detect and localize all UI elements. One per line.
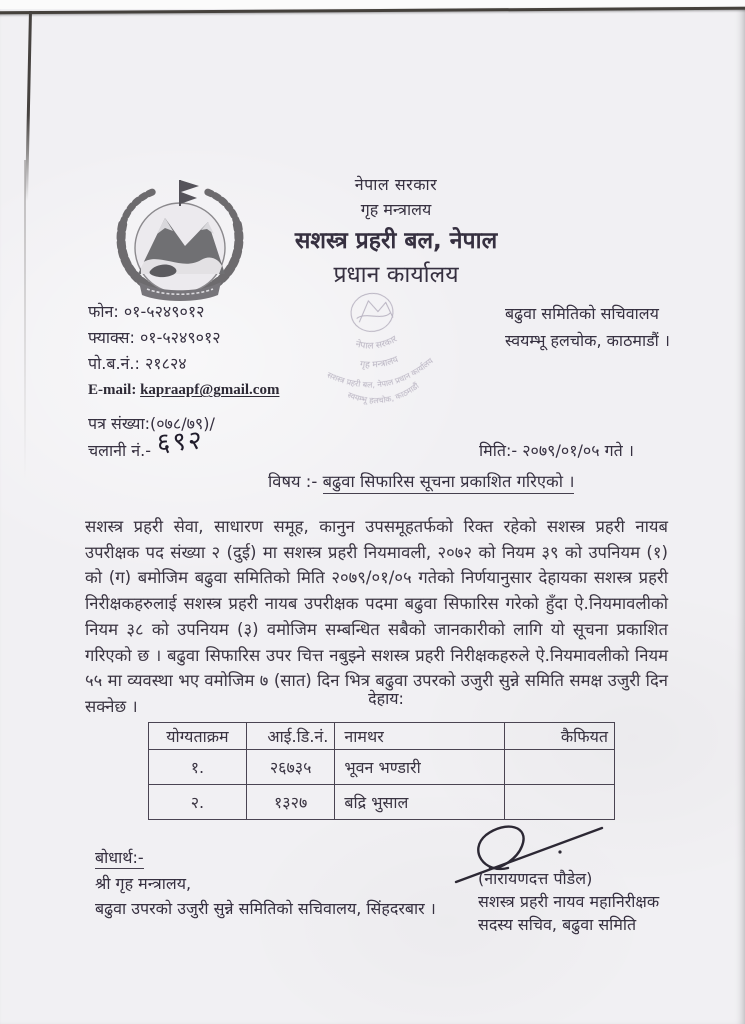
letter-body: सशस्त्र प्रहरी सेवा, साधारण समूह, कानुन उपसमूहतर्फको रिक्त रहेको सशस्त्र प्रहरी नायब उपरीक्षक पद संख्या २ (दुई) मा सशस्त्र प्रहरी नियमावली, २०७२ को नियम ३९ को उपनियम (१) को (ग) बमोजिम बढुवा समितिको मिति २०७९/०१/०५ गतेको निर्णयानुसार देहायका सशस्त्र प्रहरी निरीक्षकहरुलाई सशस्त्र प्रहरी नायब उपरीक्षक पदमा बढुवा सिफारिस गरेको हुँदा ऐ.नियमावलीको नियम ३८ को उपनियम (३) वमोजिम सम्बन्धित सबैको जानकारीको लागि यो सूचना प्रकाशित गरिएको छ । बढुवा सिफारिस उपर चित्त नबुझ्ने सशस्त्र प्रहरी निरीक्षकहरुले ऐ.नियमावलीको नियम ५५ मा व्यवस्था भए वमोजिम ७ (सात) दिन भित्र बढुवा उपरको उजुरी सुन्ने समिति समक्ष उजुरी दिन सक्नेछ । <box>85 517 668 716</box>
table-row <box>149 785 615 820</box>
secretariat-address <box>505 300 670 354</box>
letterhead <box>258 176 534 289</box>
table-header-row <box>149 723 615 750</box>
secretariat-line2: स्वयम्भू हलचोक, काठमाडौं । <box>505 331 670 350</box>
office-name: प्रधान कार्यालय <box>333 262 459 289</box>
table-caption: देहाय: <box>368 689 404 708</box>
cc-line1: श्री गृह मन्त्रालय, <box>95 873 192 893</box>
contact-block <box>88 299 279 403</box>
dispatch-number-label: चलानी नं.- <box>88 441 152 460</box>
government-name: नेपाल सरकार <box>354 175 438 194</box>
email-line <box>88 377 279 403</box>
scan-edge-left-faint <box>24 160 26 480</box>
stamp-line-4: स्वयम्भू हलचोक, काठमाडौं <box>346 381 421 406</box>
cc-label: बोधार्थ:- <box>95 848 144 867</box>
subject-label: विषय :- <box>268 472 323 491</box>
table-row <box>149 750 615 785</box>
signatory-block <box>478 867 659 936</box>
header-remarks: कैफियत <box>505 723 615 750</box>
stamp-line-3: सशस्त्र प्रहरी बल, नेपाल प्रधान कार्यालय <box>325 356 435 390</box>
signatory-role: सदस्य सचिव, बढुवा समिति <box>478 915 637 934</box>
cell-rank: २. <box>149 785 247 820</box>
subject-line <box>268 469 574 492</box>
cc-block <box>95 845 436 922</box>
nepal-government-emblem-icon <box>95 176 265 302</box>
cell-id-number: १३२७ <box>246 785 335 820</box>
stamp-line-1: नेपाल सरकार <box>354 334 399 352</box>
cell-remarks <box>505 785 615 820</box>
signatory-name: (नारायणदत्त पौडेल) <box>478 869 593 888</box>
secretariat-line1: बढुवा समितिको सचिवालय <box>505 304 659 323</box>
email-label: E-mail: <box>88 382 137 398</box>
header-rank: योग्यताक्रम <box>149 723 247 750</box>
cell-name: बद्रि भुसाल <box>335 785 505 820</box>
office-round-stamp <box>289 276 467 435</box>
signatory-title: सशस्त्र प्रहरी नायव महानिरीक्षक <box>478 892 660 911</box>
header-id-number: आई.डि.नं. <box>246 723 335 750</box>
cell-rank: १. <box>149 750 247 785</box>
svg-text:गृह मन्त्रालय <box>358 354 401 373</box>
cc-line2: बढुवा उपरको उजुरी सुन्ने समितिको सचिवालय, सिंहदरबार । <box>95 899 436 918</box>
fax-line: फ्याक्स: ०१-५२४९०१२ <box>88 328 221 347</box>
stamp-line-2: गृह मन्त्रालय <box>359 354 400 371</box>
dispatch-number-handwritten: ६९२ <box>157 425 204 459</box>
cell-id-number: २६७३५ <box>246 750 335 785</box>
pobox-line: पो.ब.नं.: २१८२४ <box>88 354 187 373</box>
organization-name: सशस्त्र प्रहरी बल, नेपाल <box>294 227 498 254</box>
cell-name: भूवन भण्डारी <box>335 750 505 785</box>
scan-edge-left <box>25 11 31 201</box>
promotion-candidates-table <box>148 722 615 820</box>
cell-remarks <box>505 750 615 785</box>
header-name: नामथर <box>335 723 505 750</box>
letter-date: मिति:- २०७९/०१/०५ गते । <box>479 441 634 460</box>
letter-number: पत्र संख्या:(०७८/७९)/ <box>88 414 215 433</box>
phone-line: फोन: ०१-५२४९०१२ <box>88 302 205 321</box>
svg-text:नेपाल सरकार <box>353 332 400 354</box>
subject-text: बढुवा सिफारिस सूचना प्रकाशित गरिएको । <box>323 472 575 494</box>
email-address: kapraapf@gmail.com <box>140 382 280 398</box>
ministry-name: गृह मन्त्रालय <box>360 200 432 220</box>
